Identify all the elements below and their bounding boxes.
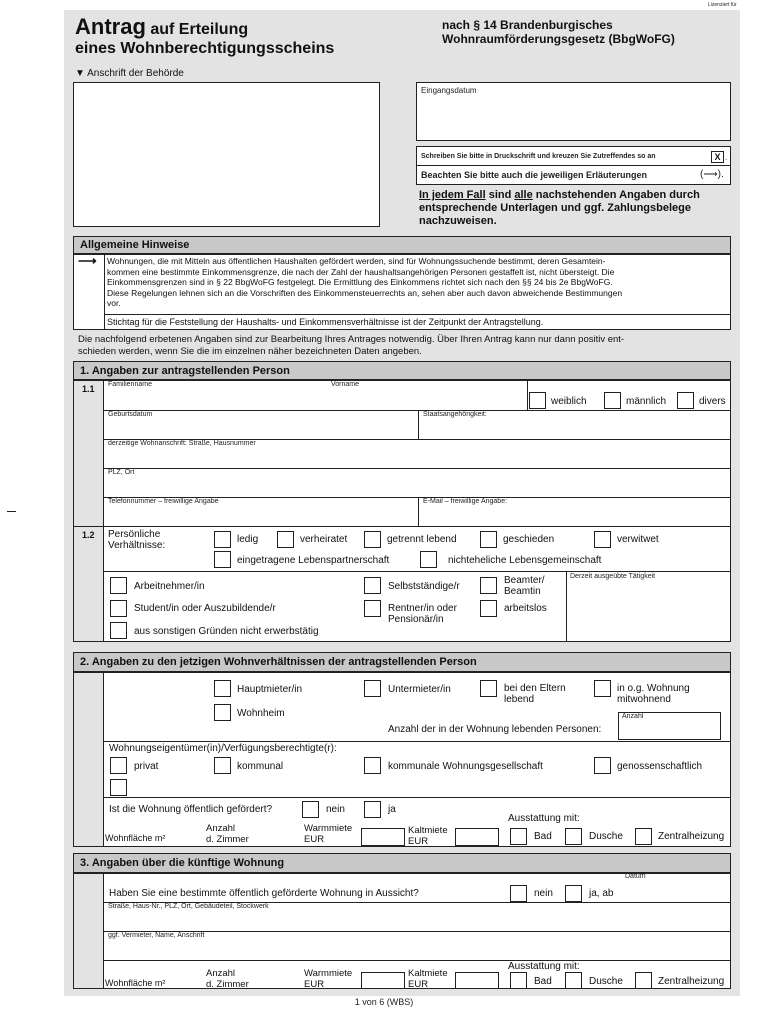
cold-rent-field[interactable] [455,828,499,846]
landlord-field[interactable] [104,940,729,959]
future-heating-checkbox[interactable] [635,972,652,989]
proof-notice: In jedem Fall sind alle nachstehenden Angaben durch entsprechende Unterlagen und ggf. Zahlungsbelege nachzuweisen. [419,189,700,227]
future-shower-checkbox[interactable] [565,972,582,989]
household-count-question: Anzahl der in der Wohnung lebenden Personen: [388,724,602,735]
general-notes-text: Wohnungen, die mit Mitteln aus öffentlichen Haushalten gefördert werden, sind für Wohnungssuchende bestimmt, deren Gesamtein- kommen eine bestimmte Einkommensgrenze, die nach der Zahl der haushaltsangehörigen Personen gestaffelt ist, nicht übersteigt. Die Einkommensgrenzen sind in § 22 BbgWoFG festgelegt. Die Ermittlung des Einkommens richtet sich nach den §§ 24 bis 2e BbgWoFG. Diese Regelungen lehnen sich an die Vorschriften des Einkommensteuerrechts an, sehen aber auch davon abweichende Bestimmungen vor. [107,256,623,308]
print-note-end: . [725,153,728,162]
instructions-box [416,146,731,185]
subsidized-no-label: nein [326,804,345,815]
owner-municipal-label: kommunal [237,761,284,772]
with-parents-label: bei den Eltern lebend [504,683,566,705]
bath-checkbox[interactable] [510,828,527,845]
future-shower-label: Dusche [589,976,623,987]
owner-municipal-company-checkbox[interactable] [364,757,381,774]
address-label: derzeitige Wohnanschrift: Straße, Hausnummer [108,440,256,447]
main-tenant-checkbox[interactable] [214,680,231,697]
future-heating-label: Zentralheizung [658,976,725,987]
fold-mark [7,511,16,512]
rooms-label: Anzahl d. Zimmer [206,823,249,845]
notes-arrow-icon: (⟶). [700,169,724,180]
female-checkbox[interactable] [529,392,546,409]
cold-rent-label: Kaltmiete EUR [408,825,448,847]
civil-servant-checkbox[interactable] [480,577,497,594]
receipt-date-field[interactable] [416,82,731,141]
future-cold-rent-label: Kaltmiete EUR [408,968,448,990]
future-yes-checkbox[interactable] [565,885,582,902]
section-3-box [73,873,731,989]
household-count-field[interactable] [618,712,721,740]
activity-label: Derzeit ausgeübte Tätigkeit [570,573,656,580]
arrow-right-icon: ⟶ [78,253,97,268]
future-no-label: nein [534,888,553,899]
single-label: ledig [237,534,259,545]
phone-field[interactable] [104,506,418,525]
main-tenant-label: Hauptmieter/in [237,684,303,695]
zip-city-label: PLZ, Ort [108,469,135,476]
owner-other-checkbox[interactable] [110,779,127,796]
living-area-label: Wohnfläche m² [105,833,166,843]
lastname-field[interactable] [104,389,328,409]
future-cold-rent-field[interactable] [455,972,499,989]
activity-field[interactable] [567,582,729,641]
receipt-date-label: Eingangsdatum [421,86,477,95]
address-field[interactable] [104,448,729,467]
nationality-label: Staatsangehörigkeit: [423,411,487,418]
email-field[interactable] [419,506,729,525]
dorm-label: Wohnheim [237,708,285,719]
unemployed-label: arbeitslos [504,603,547,614]
selfemployed-label: Selbstständige/r [388,581,460,592]
lastname-label: Familienname [108,381,152,388]
owner-municipal-company-label: kommunale Wohnungsgesellschaft [388,761,543,772]
subsidized-yes-checkbox[interactable] [364,801,381,818]
section-1-heading: 1. Angaben zur antragstellenden Person [73,361,731,380]
separated-label: getrennt lebend [387,534,457,545]
partnership-checkbox[interactable] [214,551,231,568]
diverse-checkbox[interactable] [677,392,694,409]
subsidized-yes-label: ja [388,804,396,815]
future-warm-rent-field[interactable] [361,972,405,989]
notes-line: Beachten Sie bitte auch die jeweiligen Erläuterungen [421,170,648,180]
owner-municipal-checkbox[interactable] [214,757,231,774]
intro-text: Die nachfolgend erbetenen Angaben sind zur Bearbeitung Ihres Antrages notwendig. Über Ihren Antrag kann nur dann positiv ent- schieden werden, wenn Sie die im einzelnen näher bezeichneten Daten angeben. [78,334,625,357]
with-parents-checkbox[interactable] [480,680,497,697]
zip-city-field[interactable] [104,477,729,496]
license-tag: Lizenziert für [708,2,737,8]
employee-checkbox[interactable] [110,577,127,594]
widowed-checkbox[interactable] [594,531,611,548]
female-label: weiblich [551,396,587,407]
item-1-2-number: 1.2 [82,530,95,540]
email-label: E-Mail – freiwillige Angabe: [423,498,508,505]
bath-label: Bad [534,831,552,842]
student-label: Student/in oder Auszubildende/r [134,603,276,614]
firstname-field[interactable] [330,389,527,409]
future-rooms-label: Anzahl d. Zimmer [206,968,249,990]
future-flat-question: Haben Sie eine bestimmte öffentlich geförderte Wohnung in Aussicht? [109,888,419,899]
future-equipment-label: Ausstattung mit: [508,961,580,972]
authority-label: ▼ Anschrift der Behörde [75,68,184,79]
married-checkbox[interactable] [277,531,294,548]
section-3-heading: 3. Angaben über die künftige Wohnung [73,853,731,873]
future-address-field[interactable] [104,911,729,930]
shower-label: Dusche [589,831,623,842]
future-bath-label: Bad [534,976,552,987]
date-label: Datum [625,873,646,880]
pensioner-checkbox[interactable] [364,600,381,617]
section-2-heading: 2. Angaben zu den jetzigen Wohnverhältnissen der antragstellenden Person [73,652,731,672]
subsidized-no-checkbox[interactable] [302,801,319,818]
central-heating-label: Zentralheizung [658,831,725,842]
authority-address-field[interactable] [73,82,380,227]
future-date-field[interactable] [626,882,726,900]
divorced-label: geschieden [503,534,555,545]
warm-rent-label: Warmmiete EUR [304,823,353,845]
dorm-checkbox[interactable] [214,704,231,721]
owner-label: Wohnungseigentümer(in)/Verfügungsberechtigte(r): [109,743,337,754]
co-resident-label: in o.g. Wohnung mitwohnend [617,683,690,705]
personal-status-label: Persönliche Verhältnisse: [108,529,166,551]
male-checkbox[interactable] [604,392,621,409]
item-1-1-number: 1.1 [82,384,95,394]
birthdate-field[interactable] [104,419,418,438]
nationality-field[interactable] [419,419,729,438]
section-1-box [73,380,731,642]
owner-private-label: privat [134,761,159,772]
selfemployed-checkbox[interactable] [364,577,381,594]
student-checkbox[interactable] [110,600,127,617]
general-notes-heading: Allgemeine Hinweise [73,236,731,254]
subtenant-label: Untermieter/in [388,684,451,695]
phone-label: Telefonnummer – freiwillige Angabe [108,498,219,505]
unemployed-checkbox[interactable] [480,600,497,617]
pensioner-label: Rentner/in oder Pensionär/in [388,603,457,625]
owner-coop-label: genossenschaftlich [617,761,703,772]
law-reference-name: Wohnraumförderungsgesetz (BbgWoFG) [442,32,675,46]
shower-checkbox[interactable] [565,828,582,845]
diverse-label: divers [699,396,726,407]
cutoff-note: Stichtag für die Feststellung der Haushalts- und Einkommensverhältnisse ist der Zeitpunkt der Antragstellung. [107,317,544,327]
separated-checkbox[interactable] [364,531,381,548]
cohabit-label: nichteheliche Lebensgemeinschaft [448,555,602,566]
future-area-label: Wohnfläche m² [105,978,166,988]
page-subtitle: eines Wohnberechtigungsscheins [75,40,335,57]
future-no-checkbox[interactable] [510,885,527,902]
future-bath-checkbox[interactable] [510,972,527,989]
landlord-label: ggf. Vermieter, Name, Anschrift [108,932,205,939]
subtenant-checkbox[interactable] [364,680,381,697]
example-x-mark: X [711,151,724,163]
warm-rent-field[interactable] [361,828,405,846]
street-label: Straße, Haus-Nr., PLZ, Ort, Gebäudeteil, Stockwerk [108,903,269,910]
widowed-label: verwitwet [617,534,659,545]
law-reference: nach § 14 Brandenburgisches [442,18,613,32]
future-warm-rent-label: Warmmiete EUR [304,968,353,990]
divorced-checkbox[interactable] [480,531,497,548]
other-reason-checkbox[interactable] [110,622,127,639]
subsidized-question: Ist die Wohnung öffentlich gefördert? [109,804,273,815]
owner-coop-checkbox[interactable] [594,757,611,774]
civil-servant-label: Beamter/ Beamtin [504,575,545,597]
page-title: Antrag auf Erteilung [75,14,249,39]
print-note: Schreiben Sie bitte in Druckschrift und kreuzen Sie Zutreffendes so an [421,153,656,160]
general-notes-box [73,254,731,330]
owner-private-checkbox[interactable] [110,757,127,774]
married-label: verheiratet [300,534,348,545]
central-heating-checkbox[interactable] [635,828,652,845]
page-footer: 1 von 6 (WBS) [354,997,414,1007]
co-resident-checkbox[interactable] [594,680,611,697]
equipment-label: Ausstattung mit: [508,813,580,824]
future-yes-label: ja, ab [589,888,614,899]
employee-label: Arbeitnehmer/in [134,581,205,592]
single-checkbox[interactable] [214,531,231,548]
birthdate-label: Geburtsdatum [108,411,153,418]
partnership-label: eingetragene Lebenspartnerschaft [237,555,390,566]
firstname-label: Vorname [331,381,360,388]
section-2-box [73,672,731,847]
male-label: männlich [626,396,667,407]
other-reason-label: aus sonstigen Gründen nicht erwerbstätig [134,626,319,637]
household-count-small-label: Anzahl [622,713,644,720]
cohabit-checkbox[interactable] [420,551,437,568]
